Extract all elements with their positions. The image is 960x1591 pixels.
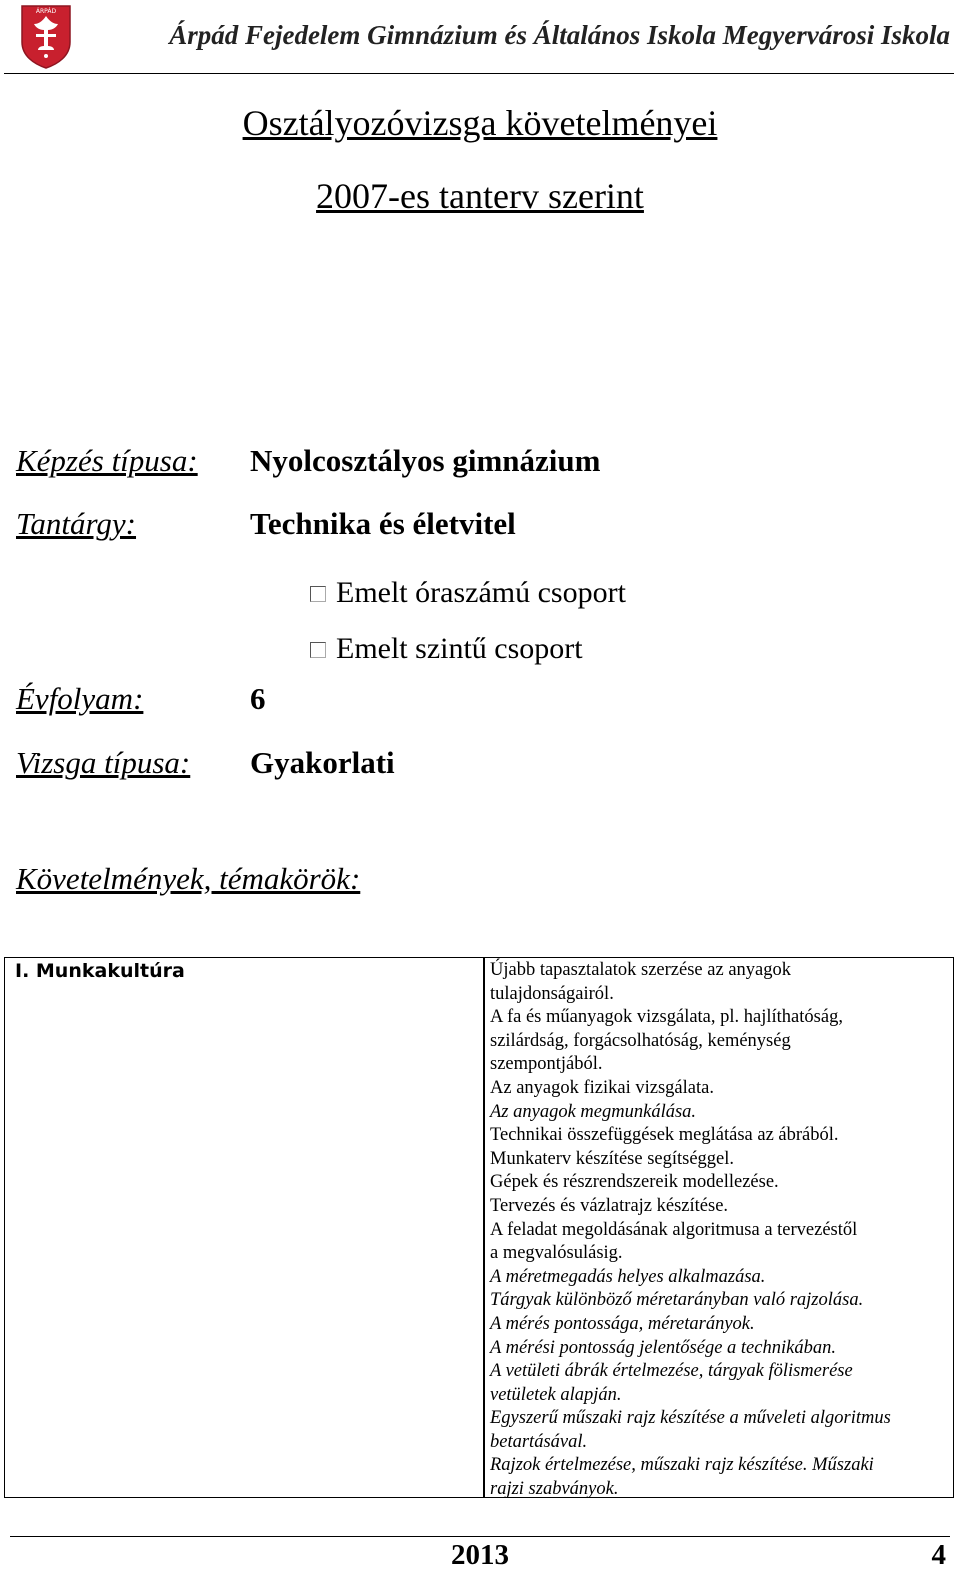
requirement-line: Egyszerű műszaki rajz készítése a műveleti algoritmus: [490, 1408, 891, 1429]
requirement-line: Gépek és részrendszereik modellezése.: [490, 1172, 779, 1193]
requirement-line: Újabb tapasztalatok szerzése az anyagok: [490, 960, 791, 980]
requirement-line: Az anyagok fizikai vizsgálata.: [490, 1077, 714, 1098]
option-emelt-szintu[interactable]: [310, 632, 583, 666]
kepzes-value: Nyolcosztályos gimnázium: [250, 443, 601, 478]
tantargy-label: Tantárgy:: [16, 506, 137, 541]
page-header: [0, 0, 960, 74]
requirement-line: szilárdság, forgácsolhatóság, keménység: [490, 1030, 791, 1051]
requirement-line: A méretmegadás helyes alkalmazása.: [490, 1266, 766, 1287]
requirement-line: Technikai összefüggések meglátása az ábrából.: [490, 1125, 839, 1146]
evfolyam-value: 6: [250, 681, 266, 716]
footer-year: 2013: [451, 1539, 509, 1571]
school-logo: [20, 4, 72, 70]
school-name: Árpád Fejedelem Gimnázium és Általános Iskola Megyervárosi Iskola: [169, 20, 950, 50]
requirement-line: betartásával.: [490, 1431, 588, 1452]
requirement-line: szempontjából.: [490, 1054, 603, 1075]
topic-title: I. Munkakultúra: [15, 960, 185, 982]
requirement-line: A mérési pontosság jelentősége a technikában.: [490, 1337, 836, 1358]
requirements-table: [4, 957, 954, 1498]
requirement-line: Rajzok értelmezése, műszaki rajz készítése. Műszaki: [490, 1455, 874, 1476]
checkbox-icon[interactable]: [310, 642, 326, 658]
logo-text: ÁRPÁD: [35, 8, 57, 15]
vizsga-value: Gyakorlati: [250, 745, 395, 780]
requirement-line: a megvalósulásig.: [490, 1243, 623, 1264]
table-column-divider: [483, 958, 485, 1497]
footer-divider: [10, 1536, 950, 1537]
requirement-line: A feladat megoldásának algoritmusa a tervezéstől: [490, 1219, 858, 1240]
document-title: Osztályozóvizsga követelményei: [242, 103, 718, 143]
option-label: Emelt szintű csoport: [336, 632, 583, 665]
requirements-heading: Követelmények, témakörök:: [16, 861, 361, 896]
header-divider: [4, 73, 954, 74]
option-label: Emelt óraszámú csoport: [336, 576, 626, 609]
checkbox-icon[interactable]: [310, 586, 326, 602]
requirement-line: tulajdonságairól.: [490, 983, 614, 1004]
requirement-line: A fa és műanyagok vizsgálata, pl. hajlíthatóság,: [490, 1007, 843, 1028]
requirement-line: Munkaterv készítése segítséggel.: [490, 1148, 735, 1169]
requirement-line: vetületek alapján.: [490, 1384, 622, 1405]
tantargy-value: Technika és életvitel: [250, 506, 516, 541]
requirement-line: A vetületi ábrák értelmezése, tárgyak fölismerése: [490, 1361, 853, 1382]
document-subtitle: 2007-es tanterv szerint: [316, 176, 644, 216]
evfolyam-label: Évfolyam:: [16, 681, 144, 716]
requirements-list: [490, 959, 945, 1502]
kepzes-label: Képzés típusa:: [16, 443, 198, 478]
requirement-line: A mérés pontossága, méretarányok.: [490, 1313, 755, 1334]
page-number: 4: [931, 1539, 946, 1571]
requirement-line: rajzi szabványok.: [490, 1479, 619, 1500]
vizsga-label: Vizsga típusa:: [16, 745, 191, 780]
option-emelt-oraszamu[interactable]: [310, 576, 626, 610]
requirement-line: Az anyagok megmunkálása.: [490, 1101, 697, 1122]
requirement-line: Tervezés és vázlatrajz készítése.: [490, 1195, 729, 1216]
requirement-line: Tárgyak különböző méretarányban való rajzolása.: [490, 1290, 864, 1311]
